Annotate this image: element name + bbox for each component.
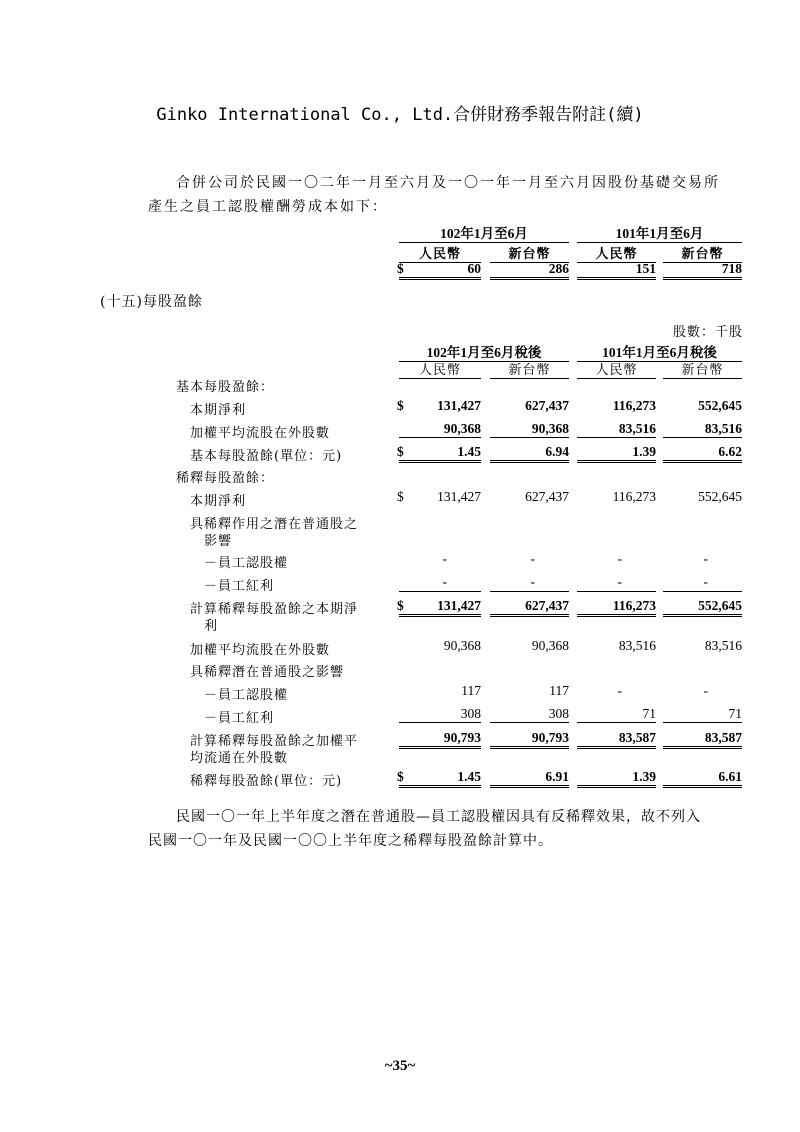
diluted-net-income-label: 本期淨利 bbox=[190, 494, 247, 509]
employee-options-label-1: －員工認股權 bbox=[204, 556, 289, 571]
basic-eps-title: 基本每股盈餘： bbox=[176, 380, 275, 395]
calc-ni-currency: $ bbox=[397, 598, 404, 613]
basic-shares-twd-2013: 90,368 bbox=[490, 421, 569, 438]
eps-col-twd-2013: 新台幣 bbox=[490, 359, 569, 379]
bonus1-twd-2012: - bbox=[703, 574, 708, 589]
page-number: ~35~ bbox=[384, 1058, 416, 1074]
comp-col-rmb-2012: 人民幣 bbox=[577, 243, 656, 263]
calc-ni-twd-2012: 552,645 bbox=[663, 598, 742, 617]
wavg-twd-2013: 90,368 bbox=[531, 638, 569, 653]
diluted-ni-currency: $ bbox=[397, 489, 404, 504]
diluted-eps-title: 稀釋每股盈餘： bbox=[176, 471, 275, 486]
basic-shares-rmb-2012: 83,516 bbox=[577, 421, 656, 438]
wavg-twd-2012: 83,516 bbox=[704, 638, 742, 653]
bonus1-rmb-2013: - bbox=[442, 574, 447, 589]
basic-shares-rmb-2013: 90,368 bbox=[399, 421, 481, 438]
employee-bonus-label-2: －員工紅利 bbox=[204, 711, 275, 726]
basic-ni-rmb-2012: 116,273 bbox=[612, 398, 656, 413]
bonus1-twd-2013: - bbox=[530, 574, 535, 589]
diluted-ni-twd-2013: 627,437 bbox=[525, 489, 569, 504]
diluted-eps-twd-2012: 6.61 bbox=[663, 769, 742, 788]
basic-shares-twd-2012: 83,516 bbox=[663, 421, 742, 438]
diluted-eps-currency: $ bbox=[397, 769, 404, 784]
employee-bonus-label-1: －員工紅利 bbox=[204, 579, 275, 594]
basic-shares-label: 加權平均流股在外股數 bbox=[190, 426, 331, 441]
comp-period-2012: 101年1月至6月 bbox=[577, 222, 742, 243]
basic-eps-twd-2012: 6.62 bbox=[663, 444, 742, 463]
calc-ni-rmb-2012: 116,273 bbox=[577, 598, 656, 617]
eps-period-2012: 101年1月至6月稅後 bbox=[577, 341, 742, 362]
eps-period-2013: 102年1月至6月稅後 bbox=[399, 341, 569, 362]
bonus2-rmb-2012: 71 bbox=[577, 706, 656, 723]
wavg-rmb-2013: 90,368 bbox=[443, 638, 481, 653]
opt2-twd-2013: 117 bbox=[549, 683, 569, 698]
basic-eps-twd-2013: 6.94 bbox=[490, 444, 569, 463]
diluted-ni-twd-2012: 552,645 bbox=[698, 489, 742, 504]
opt1-twd-2013: - bbox=[530, 551, 535, 566]
eps-col-rmb-2013: 人民幣 bbox=[399, 359, 481, 379]
comp-value-twd-2012: 718 bbox=[663, 261, 742, 280]
diluted-eps-rmb-2012: 1.39 bbox=[577, 769, 656, 788]
basic-eps-currency: $ bbox=[397, 444, 404, 459]
bonus2-rmb-2013: 308 bbox=[399, 706, 481, 723]
bonus2-twd-2013: 308 bbox=[490, 706, 569, 723]
wavg-rmb-2012: 83,516 bbox=[618, 638, 656, 653]
calc-net-income-label-2: 利 bbox=[204, 619, 219, 634]
diluted-eps-rmb-2013: 1.45 bbox=[399, 769, 481, 788]
bonus1-rmb-2012: - bbox=[617, 574, 622, 589]
diluted-ni-rmb-2013: 131,427 bbox=[437, 489, 481, 504]
calc-ni-twd-2013: 627,437 bbox=[490, 598, 569, 617]
opt1-twd-2012: - bbox=[703, 551, 708, 566]
calc-shares-label-2: 均流通在外股數 bbox=[190, 751, 289, 766]
opt2-twd-2012: - bbox=[703, 683, 708, 698]
footnote-line-2: 民國一〇一年及民國一〇〇上半年度之稀釋每股盈餘計算中。 bbox=[148, 833, 553, 849]
basic-net-income-label: 本期淨利 bbox=[190, 403, 247, 418]
intro-line-1: 合併公司於民國一〇二年一月至六月及一〇一年一月至六月因股份基礎交易所 bbox=[176, 175, 720, 191]
opt2-rmb-2013: 117 bbox=[461, 683, 481, 698]
comp-period-2013: 102年1月至6月 bbox=[399, 222, 569, 243]
basic-ni-twd-2013: 627,437 bbox=[525, 398, 569, 413]
basic-ni-twd-2012: 552,645 bbox=[698, 398, 742, 413]
dilutive-effect-label: 具稀釋潛在普通股之影響 bbox=[190, 665, 345, 680]
eps-col-rmb-2012: 人民幣 bbox=[577, 359, 656, 379]
diluted-eps-twd-2013: 6.91 bbox=[490, 769, 569, 788]
eps-col-twd-2012: 新台幣 bbox=[663, 359, 742, 379]
unit-note: 股數：千股 bbox=[673, 325, 744, 340]
calc-sh-rmb-2012: 83,587 bbox=[577, 730, 656, 749]
employee-options-label-2: －員工認股權 bbox=[204, 688, 289, 703]
potential-shares-label-2: 影響 bbox=[204, 534, 233, 549]
comp-currency: $ bbox=[397, 261, 404, 276]
bonus2-twd-2012: 71 bbox=[663, 706, 742, 723]
basic-eps-label: 基本每股盈餘(單位：元) bbox=[190, 449, 343, 464]
comp-col-rmb-2013: 人民幣 bbox=[399, 243, 481, 263]
potential-shares-label-1: 具稀釋作用之潛在普通股之 bbox=[190, 517, 359, 532]
calc-ni-rmb-2013: 131,427 bbox=[399, 598, 481, 617]
comp-value-twd-2013: 286 bbox=[490, 261, 569, 280]
calc-sh-twd-2012: 83,587 bbox=[663, 730, 742, 749]
calc-sh-twd-2013: 90,793 bbox=[490, 730, 569, 749]
comp-value-rmb-2012: 151 bbox=[577, 261, 656, 280]
comp-value-rmb-2013: 60 bbox=[399, 261, 481, 280]
intro-line-2: 產生之員工認股權酬勞成本如下： bbox=[148, 199, 388, 215]
section-heading: (十五)每股盈餘 bbox=[100, 294, 203, 310]
page-title: Ginko International Co., Ltd.合併財務季報告附註(續) bbox=[156, 105, 644, 125]
basic-ni-currency: $ bbox=[397, 398, 404, 413]
diluted-ni-rmb-2012: 116,273 bbox=[612, 489, 656, 504]
comp-col-twd-2012: 新台幣 bbox=[663, 243, 742, 263]
calc-shares-label-1: 計算稀釋每股盈餘之加權平 bbox=[190, 734, 359, 749]
basic-eps-rmb-2013: 1.45 bbox=[399, 444, 481, 463]
basic-ni-rmb-2013: 131,427 bbox=[437, 398, 481, 413]
basic-eps-rmb-2012: 1.39 bbox=[577, 444, 656, 463]
calc-net-income-label-1: 計算稀釋每股盈餘之本期淨 bbox=[190, 602, 359, 617]
comp-col-twd-2013: 新台幣 bbox=[490, 243, 569, 263]
opt2-rmb-2012: - bbox=[617, 683, 622, 698]
opt1-rmb-2013: - bbox=[442, 551, 447, 566]
wavg-shares-label: 加權平均流股在外股數 bbox=[190, 643, 331, 658]
footnote-line-1: 民國一〇一年上半年度之潛在普通股—員工認股權因具有反稀釋效果，故不列入 bbox=[176, 809, 701, 825]
opt1-rmb-2012: - bbox=[617, 551, 622, 566]
diluted-eps-label: 稀釋每股盈餘(單位：元) bbox=[190, 774, 343, 789]
calc-sh-rmb-2013: 90,793 bbox=[399, 730, 481, 749]
